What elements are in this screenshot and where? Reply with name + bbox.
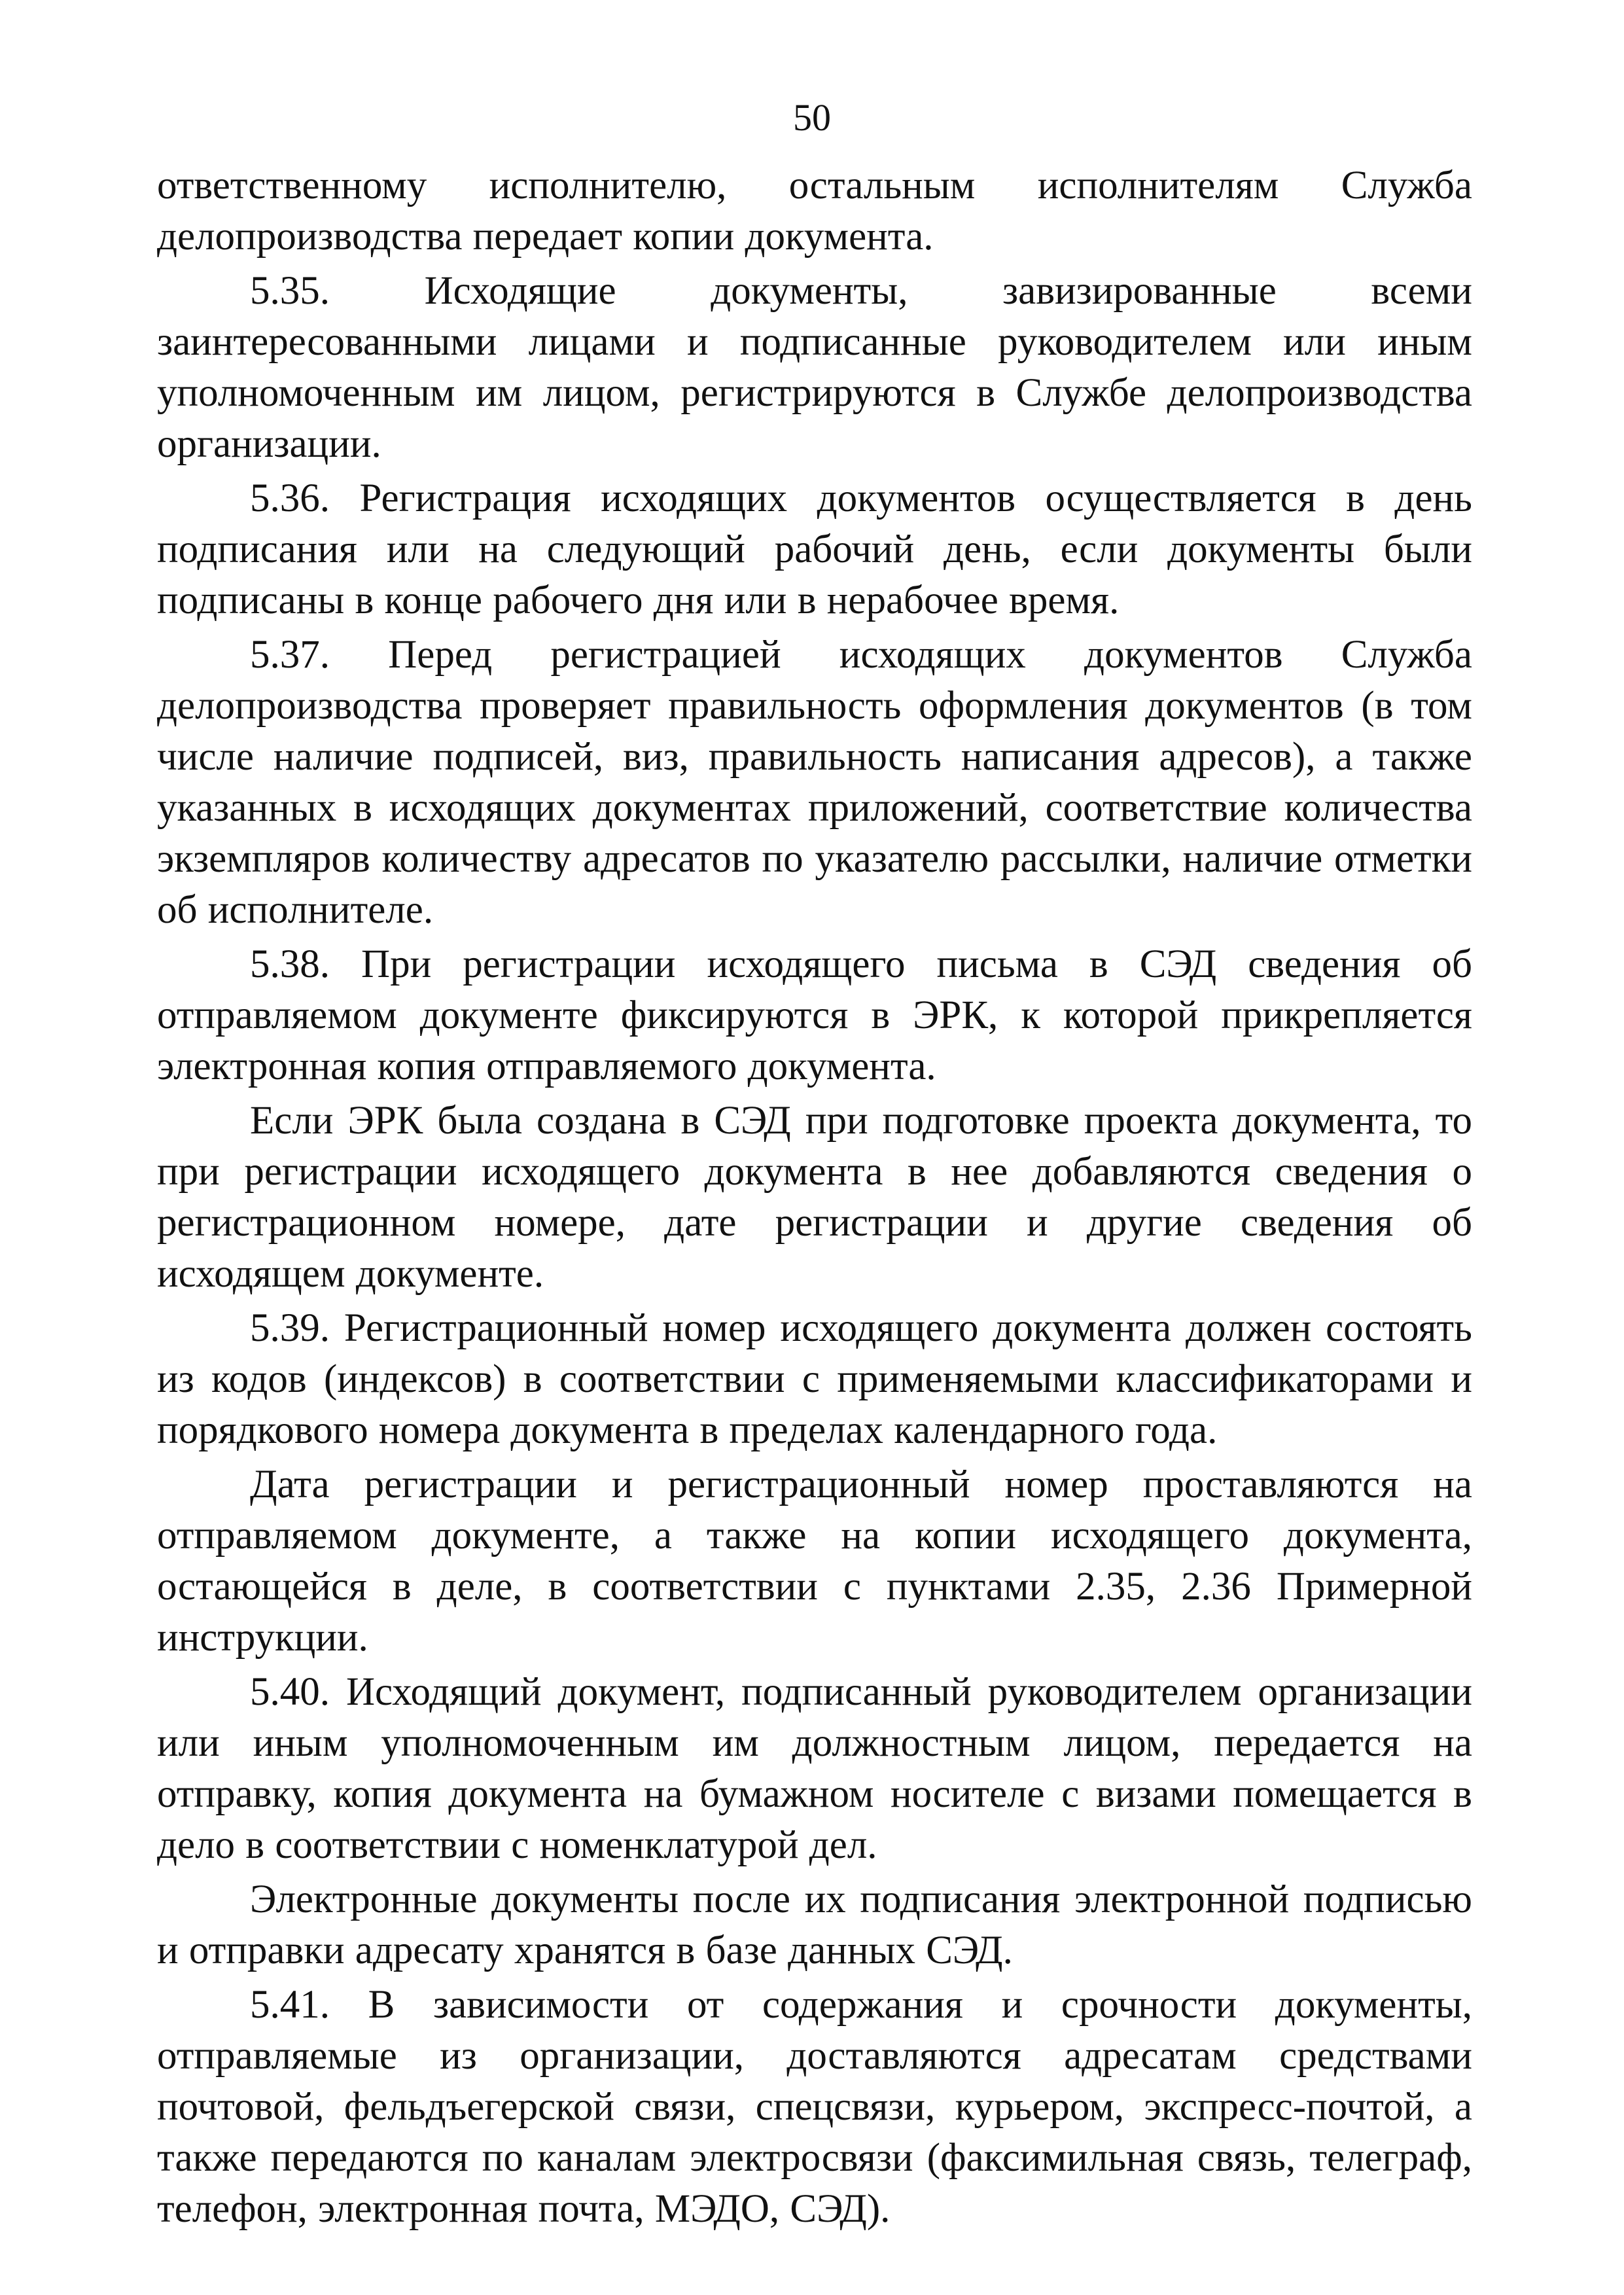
- page-number: 50: [793, 96, 831, 139]
- paragraph-5-35: 5.35. Исходящие документы, завизированные всеми заинтересованными лицами и подписанные руководителем или иным уполномоченным им лицом, регистрируются в Службе делопроизводства организации.: [157, 269, 1472, 466]
- paragraph-5-37: 5.37. Перед регистрацией исходящих документов Служба делопроизводства проверяет правильность оформления документов (в том числе наличие подписей, виз, правильность написания адресов), а также указанных в исходящих документах приложений, соответствие количества экземпляров количеству адресатов по указателю рассылки, наличие отметки об исполнителе.: [157, 633, 1472, 932]
- paragraph-5-38: 5.38. При регистрации исходящего письма в СЭД сведения об отправляемом документе фиксируются в ЭРК, к которой прикрепляется электронная копия отправляемого документа.: [157, 942, 1472, 1088]
- paragraph-5-40-electronic: Электронные документы после их подписания электронной подписью и отправки адресату хранятся в базе данных СЭД.: [157, 1877, 1472, 1972]
- paragraph-continuation: ответственному исполнителю, остальным исполнителям Служба делопроизводства передает копии документа.: [157, 164, 1472, 258]
- paragraph-5-39: 5.39. Регистрационный номер исходящего документа должен состоять из кодов (индексов) в соответствии с применяемыми классификаторами и порядкового номера документа в пределах календарного года.: [157, 1306, 1472, 1452]
- document-body: [157, 160, 1472, 2235]
- paragraph-5-38-erk: Если ЭРК была создана в СЭД при подготовке проекта документа, то при регистрации исходящего документа в нее добавляются сведения о регистрационном номере, дате регистрации и другие сведения об исходящем документе.: [157, 1099, 1472, 1296]
- paragraph-5-41: 5.41. В зависимости от содержания и срочности документы, отправляемые из организации, доставляются адресатам средствами почтовой, фельдъегерской связи, спецсвязи, курьером, экспресс-почтой, а также передаются по каналам электросвязи (факсимильная связь, телеграф, телефон, электронная почта, МЭДО, СЭД).: [157, 1983, 1472, 2231]
- paragraph-5-36: 5.36. Регистрация исходящих документов осуществляется в день подписания или на следующий рабочий день, если документы были подписаны в конце рабочего дня или в нерабочее время.: [157, 476, 1472, 622]
- paragraph-5-40: 5.40. Исходящий документ, подписанный руководителем организации или иным уполномоченным им должностным лицом, передается на отправку, копия документа на бумажном носителе с визами помещается в дело в соответствии с номенклатурой дел.: [157, 1670, 1472, 1867]
- paragraph-5-39-date: Дата регистрации и регистрационный номер проставляются на отправляемом документе, а также на копии исходящего документа, остающейся в деле, в соответствии с пунктами 2.35, 2.36 Примерной инструкции.: [157, 1463, 1472, 1660]
